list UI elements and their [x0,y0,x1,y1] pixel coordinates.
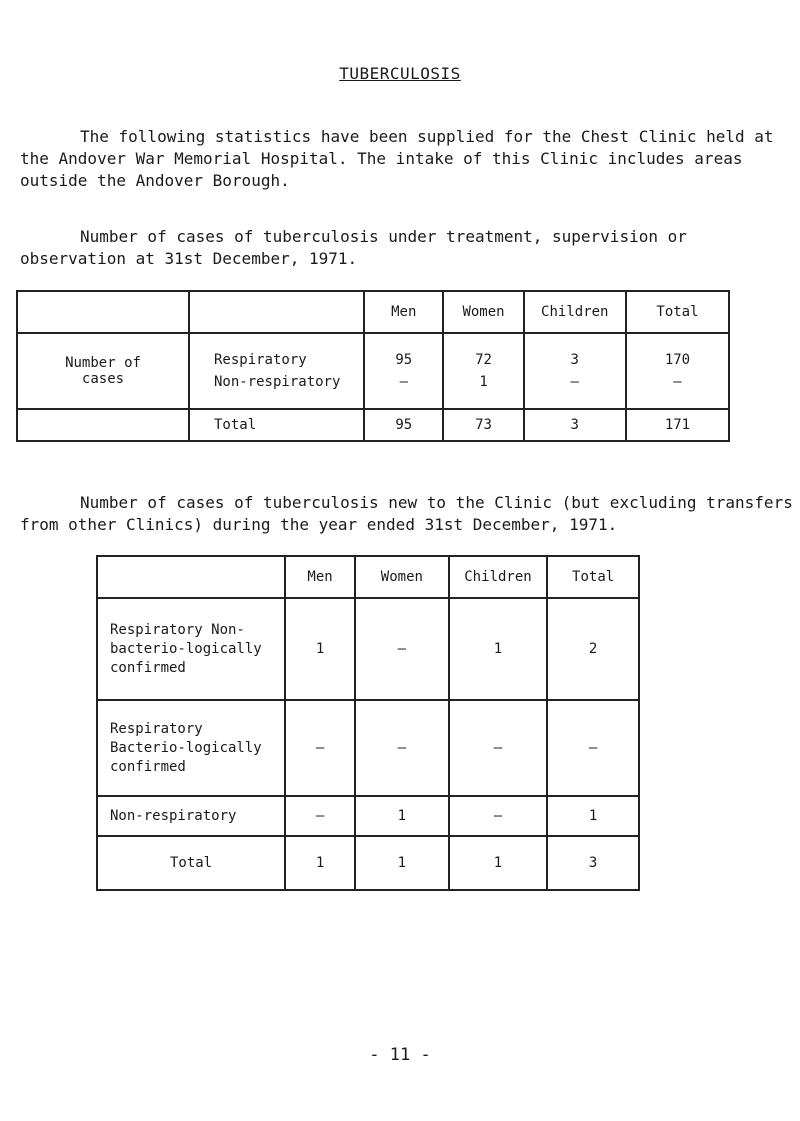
table2-row-label: Respiratory Bacterio-logically confirmed [97,700,285,796]
table2-cell-total: 1 [547,796,639,836]
table1-men-respiratory: 95 [395,352,413,368]
table1-total-respiratory: 170 [664,352,691,368]
table1-header-total: Total [626,291,729,333]
table1-men-cell [364,333,443,409]
table2-total-children: 1 [449,836,548,890]
page-number: - 11 - [369,1045,431,1065]
table2-cell-children: – [449,796,548,836]
table2-header-men: Men [285,556,355,598]
table1-blank-header [189,291,364,333]
table1-total-children: 3 [524,409,626,441]
table1-children-nonrespiratory: – [570,374,579,390]
table2-header-row [97,556,639,598]
table2-cell-men: 1 [285,598,355,700]
table1-header-men: Men [364,291,443,333]
table2-cell-women: – [355,700,449,796]
table1-row-label-nonrespiratory: Non-respiratory [213,374,341,390]
table1-header-women: Women [443,291,523,333]
table2-header-women: Women [355,556,449,598]
table2-total-row [97,836,639,890]
table2-header-total: Total [547,556,639,598]
table2-total-men: 1 [285,836,355,890]
table2-total-total: 3 [547,836,639,890]
page-title: TUBERCULOSIS [339,64,461,83]
table1-corner-cell [17,291,189,333]
table-row [97,598,639,700]
cases-under-treatment-table [16,290,730,442]
table2-cell-men: – [285,700,355,796]
table2-corner-cell [97,556,285,598]
table1-women-cell [443,333,523,409]
table1-total-row-blank [17,409,189,441]
table2-cell-total: – [547,700,639,796]
table1-total-cell [626,333,729,409]
section2-caption: Number of cases of tuberculosis new to the Clinic (but excluding transfers from other Clinics) during the year ended 31st December, 1971. [20,493,793,534]
table1-total-men: 95 [364,409,443,441]
table1-total-row [17,409,729,441]
table1-row-labels [189,333,364,409]
table2-total-label: Total [97,836,285,890]
table-row [97,796,639,836]
table2-cell-women: – [355,598,449,700]
table1-header-row [17,291,729,333]
table1-children-cell [524,333,626,409]
table2-cell-women: 1 [355,796,449,836]
table1-data-row [17,333,729,409]
section1-caption: Number of cases of tuberculosis under treatment, supervision or observation at 31st December, 1971. [20,227,687,268]
table1-group-label: Number of cases [17,333,189,409]
table1-men-nonrespiratory: – [399,374,408,390]
table1-header-children: Children [524,291,626,333]
table1-total-label: Total [189,409,364,441]
table1-women-respiratory: 72 [475,352,492,368]
table1-total-total: 171 [626,409,729,441]
table2-cell-children: 1 [449,598,548,700]
table1-total-women: 73 [443,409,523,441]
table1-women-nonrespiratory: 1 [479,374,488,390]
table-row [97,700,639,796]
table2-cell-men: – [285,796,355,836]
table1-total-nonrespiratory: – [673,374,682,390]
table2-row-label: Non-respiratory [97,796,285,836]
table2-cell-total: 2 [547,598,639,700]
intro-paragraph: The following statistics have been supplied for the Chest Clinic held at the Andover War Memorial Hospital. The intake of this Clinic includes areas outside the Andover Borough. [20,127,774,190]
table2-row-label: Respiratory Non-bacterio-logically confirmed [97,598,285,700]
table2-header-children: Children [449,556,548,598]
table2-cell-children: – [449,700,548,796]
table1-children-respiratory: 3 [570,352,579,368]
table2-total-women: 1 [355,836,449,890]
new-cases-table [96,555,640,891]
table1-row-label-respiratory: Respiratory [213,352,307,368]
